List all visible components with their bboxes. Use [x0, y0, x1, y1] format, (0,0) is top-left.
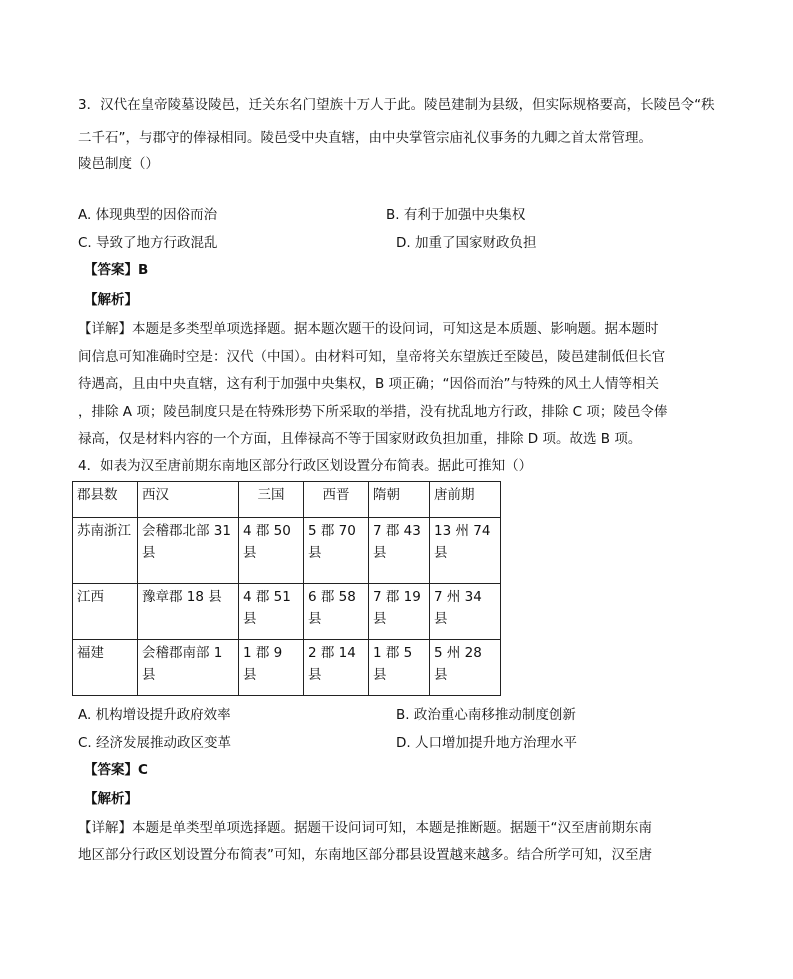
table-row	[73, 640, 501, 696]
q3-analysis-line: 禄高，仅是材料内容的一个方面，且俸禄高不等于国家财政负担加重，排除 D 项。故选 B 项。	[78, 431, 642, 447]
table-cell: 会稽郡北部 31 县	[138, 518, 239, 584]
q4-analysis-line: 【详解】本题是单类型单项选择题。据题干设问词可知，本题是推断题。据题干“汉至唐前期东南	[78, 820, 652, 836]
table-cell: 5 郡 70 县	[304, 518, 369, 584]
q3-stem-line2: 二千石”，与郡守的俸禄相同。陵邑受中央直辖，由中央掌管宗庙礼仪事务的九卿之首太常管理。	[78, 130, 652, 146]
q4-answer: 【答案】C	[84, 762, 148, 778]
table-header-row	[73, 482, 501, 518]
q4-option-c: C. 经济发展推动政区变革	[78, 735, 232, 751]
q4-analysis-line: 地区部分行政区划设置分布简表”可知，东南地区部分郡县设置越来越多。结合所学可知，汉至唐	[78, 847, 652, 863]
q4-option-b: B. 政治重心南移推动制度创新	[396, 707, 576, 723]
q4-stem: 4．如表为汉至唐前期东南地区部分行政区划设置分布简表。据此可推知（）	[78, 458, 533, 474]
table-header-cell: 唐前期	[430, 482, 501, 518]
q3-option-a: A. 体现典型的因俗而治	[78, 207, 218, 223]
q3-analysis-line: 间信息可知准确时空是：汉代（中国）。由材料可知，皇帝将关东望族迁至陵邑，陵邑建制低但长官	[78, 349, 666, 365]
table-cell: 1 郡 9 县	[239, 640, 304, 696]
table-header-cell: 西晋	[304, 482, 369, 518]
q3-option-c: C. 导致了地方行政混乱	[78, 235, 218, 251]
q3-option-b: B. 有利于加强中央集权	[386, 207, 526, 223]
table-cell: 会稽郡南部 1 县	[138, 640, 239, 696]
table-cell: 1 郡 5 县	[369, 640, 430, 696]
table-header-cell: 郡县数	[73, 482, 138, 518]
table-header-cell: 三国	[239, 482, 304, 518]
table-cell: 苏南浙江	[73, 518, 138, 584]
q3-analysis-line: 【详解】本题是多类型单项选择题。据本题次题干的设问词，可知这是本质题、影响题。据本题时	[78, 321, 659, 337]
table-cell: 4 郡 50 县	[239, 518, 304, 584]
table-cell: 福建	[73, 640, 138, 696]
q4-option-a: A. 机构增设提升政府效率	[78, 707, 231, 723]
table-header-cell: 西汉	[138, 482, 239, 518]
table-row	[73, 518, 501, 584]
table-cell: 7 郡 19 县	[369, 584, 430, 640]
q3-analysis-line: ，排除 A 项；陵邑制度只是在特殊形势下所采取的举措，没有扰乱地方行政，排除 C 项；陵邑令俸	[78, 404, 668, 420]
q3-analysis-label: 【解析】	[84, 292, 138, 308]
q4-option-d: D. 人口增加提升地方治理水平	[396, 735, 577, 751]
table-row	[73, 584, 501, 640]
q3-answer: 【答案】B	[84, 262, 149, 278]
table-cell: 7 郡 43 县	[369, 518, 430, 584]
table-cell: 2 郡 14 县	[304, 640, 369, 696]
table-cell: 4 郡 51 县	[239, 584, 304, 640]
table-cell: 江西	[73, 584, 138, 640]
q3-stem-line1: 3．汉代在皇帝陵墓设陵邑，迁关东名门望族十万人于此。陵邑建制为县级，但实际规格要高，长陵邑令“秩	[78, 97, 715, 113]
q3-option-d: D. 加重了国家财政负担	[396, 235, 537, 251]
table-cell: 5 州 28 县	[430, 640, 501, 696]
table-cell: 7 州 34 县	[430, 584, 501, 640]
q4-analysis-label: 【解析】	[84, 791, 138, 807]
table-cell: 13 州 74 县	[430, 518, 501, 584]
q3-stem-line3: 陵邑制度（）	[78, 156, 159, 172]
table-cell: 豫章郡 18 县	[138, 584, 239, 640]
district-table	[72, 481, 501, 696]
table-header-cell: 隋朝	[369, 482, 430, 518]
q3-analysis-line: 待遇高，且由中央直辖，这有利于加强中央集权，B 项正确；“因俗而治”与特殊的风土人情等相关	[78, 376, 660, 392]
table-cell: 6 郡 58 县	[304, 584, 369, 640]
